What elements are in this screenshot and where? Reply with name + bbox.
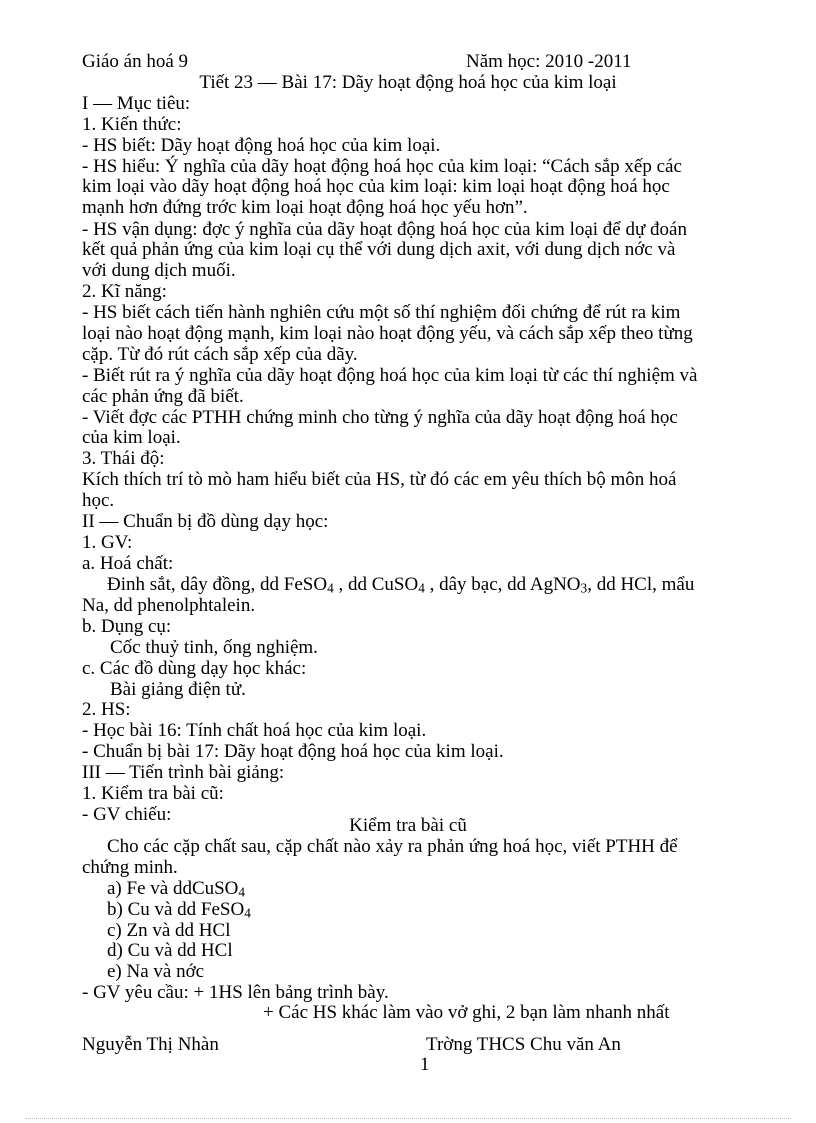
teacher-request-continued: + Các HS khác làm vào vở ghi, 2 bạn làm nhanh nhất: [263, 1002, 670, 1023]
review-item-text: a) Fe và ddCuSO: [107, 878, 239, 899]
chem-part: , dd CuSO: [333, 574, 419, 595]
tools-line: Cốc thuỷ tinh, ống nghiệm.: [110, 637, 318, 658]
chemicals-line: Na, dd phenolphtalein.: [82, 595, 256, 616]
subheading-skills: 2. Kĩ năng:: [82, 281, 167, 302]
skills-line: - Biết rút ra ý nghĩa của dãy hoạt động hoá học của kim loại từ các thí nghiệm và: [82, 365, 698, 386]
knowledge-line: mạnh hơn đứng trớc kim loại hoạt động hoá học yếu hơn”.: [82, 197, 528, 218]
skills-line: cặp. Từ đó rút cách sắp xếp của dãy.: [82, 344, 358, 365]
review-item-text: c) Zn và dd HCl: [107, 920, 231, 941]
subheading-attitude: 3. Thái độ:: [82, 448, 165, 469]
teacher-request: - GV yêu cầu: + 1HS lên bảng trình bày.: [82, 982, 389, 1003]
other-materials-line: Bài giảng điện tử.: [110, 679, 246, 700]
knowledge-line: kết quả phản ứng của kim loại cụ thể với dung dịch axit, với dung dịch nớc và: [82, 239, 676, 260]
footer-author: Nguyễn Thị Nhàn: [82, 1034, 219, 1055]
subheading-tools: b. Dụng cụ:: [82, 616, 172, 637]
page-number: 1: [420, 1054, 430, 1075]
subheading-other-materials: c. Các đồ dùng dạy học khác:: [82, 658, 307, 679]
teacher-shows-line: - GV chiếu:: [82, 804, 172, 825]
lesson-title: Tiết 23 — Bài 17: Dãy hoạt động hoá học của kim loại: [199, 72, 617, 93]
knowledge-line: với dung dịch muối.: [82, 260, 236, 281]
chem-subscript: 3: [580, 580, 588, 596]
skills-line: của kim loại.: [82, 427, 181, 448]
knowledge-line: - HS hiểu: Ý nghĩa của dãy hoạt động hoá học của kim loại: “Cách sắp xếp các: [82, 156, 682, 177]
page-bottom-divider: [25, 1118, 791, 1119]
review-item: [107, 879, 245, 899]
attitude-line: Kích thích trí tò mò ham hiểu biết của HS, từ đó các em yêu thích bộ môn hoá: [82, 469, 677, 490]
subheading-students: 2. HS:: [82, 699, 131, 720]
header-subject: Giáo án hoá 9: [82, 51, 189, 72]
students-line: - Chuẩn bị bài 17: Dãy hoạt động hoá học của kim loại.: [82, 741, 504, 762]
review-prompt: chứng minh.: [82, 857, 178, 878]
chem-part: Đinh sắt, dây đồng, dd FeSO: [107, 574, 328, 595]
chem-subscript: 4: [238, 884, 246, 900]
subheading-knowledge: 1. Kiến thức:: [82, 114, 182, 135]
knowledge-line: - HS vận dụng: đợc ý nghĩa của dãy hoạt động hoá học của kim loại để dự đoán: [82, 219, 687, 240]
footer-school: Trờng THCS Chu văn An: [426, 1034, 621, 1055]
section-heading-objectives: I — Mục tiêu:: [82, 93, 191, 114]
review-item-text: d) Cu và dd HCl: [107, 940, 233, 961]
chem-part: , dd HCl, mẩu: [587, 574, 695, 595]
skills-line: - HS biết cách tiến hành nghiên cứu một số thí nghiệm đối chứng để rút ra kim: [82, 302, 681, 323]
review-box-title: Kiểm tra bài cũ: [349, 815, 467, 836]
chem-subscript: 4: [244, 905, 251, 921]
students-line: - Học bài 16: Tính chất hoá học của kim loại.: [82, 720, 427, 741]
section-heading-preparation: II — Chuẩn bị đồ dùng dạy học:: [82, 511, 329, 532]
review-item: [107, 962, 204, 982]
header-school-year: Năm học: 2010 -2011: [466, 51, 632, 72]
knowledge-line: - HS biết: Dãy hoạt động hoá học của kim loại.: [82, 135, 441, 156]
skills-line: loại nào hoạt động mạnh, kim loại nào hoạt động yếu, và cách sắp xếp theo từng: [82, 323, 693, 344]
knowledge-line: kim loại vào dãy hoạt động hoá học của kim loại: kim loại hoạt động hoá học: [82, 176, 670, 197]
review-item: [107, 921, 230, 941]
section-heading-procedure: III — Tiến trình bài giảng:: [82, 762, 285, 783]
review-prompt: Cho các cặp chất sau, cặp chất nào xảy ra phản ứng hoá học, viết PTHH để: [107, 836, 678, 857]
skills-line: các phản ứng đã biết.: [82, 386, 244, 407]
chem-subscript: 4: [418, 580, 425, 596]
review-item: [107, 900, 251, 920]
chemicals-line: [107, 575, 694, 595]
skills-line: - Viết đợc các PTHH chứng minh cho từng ý nghĩa của dãy hoạt động hoá học: [82, 407, 678, 428]
subheading-teacher: 1. GV:: [82, 532, 133, 553]
review-item-text: e) Na và nớc: [107, 961, 205, 982]
review-item-text: b) Cu và dd FeSO: [107, 899, 245, 920]
subheading-chemicals: a. Hoá chất:: [82, 553, 174, 574]
chem-subscript: 4: [327, 580, 334, 596]
chem-part: , dây bạc, dd AgNO: [424, 574, 581, 595]
review-item: [107, 941, 233, 961]
subheading-review: 1. Kiểm tra bài cũ:: [82, 783, 224, 804]
attitude-line: học.: [82, 490, 115, 511]
